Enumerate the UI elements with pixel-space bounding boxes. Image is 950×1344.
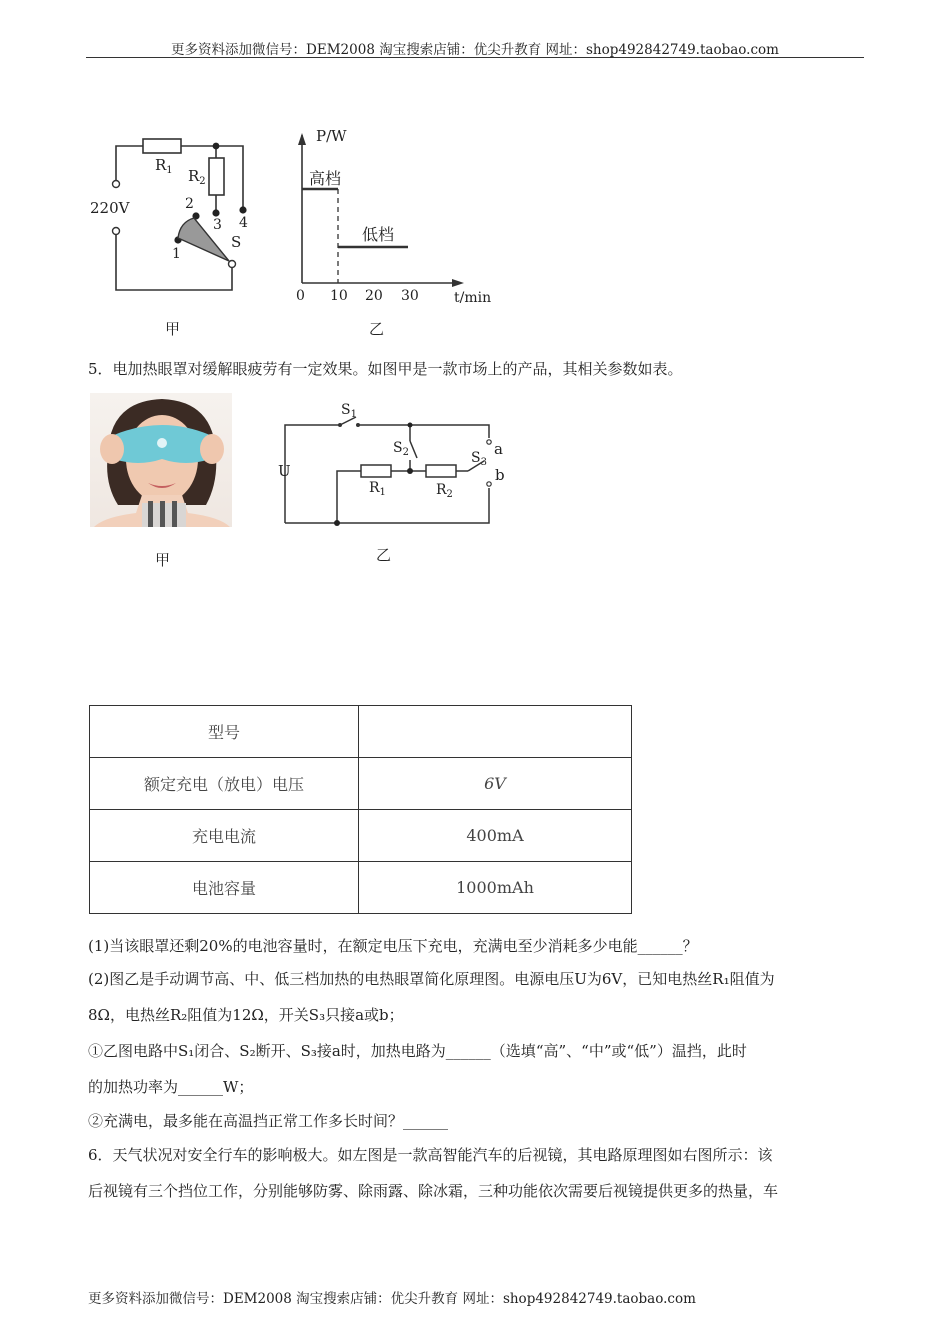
- page-footer: 更多资料添加微信号：DEM2008 淘宝搜索店铺：优尖升教育 网址：shop492842749.taobao.com: [88, 1291, 696, 1307]
- q6-line-2: 后视镜有三个挡位工作，分别能够防雾、除雨露、除冰霜，三种功能依次需要后视镜提供更多的热量，车: [88, 1182, 779, 1200]
- figure-caption-yi: 乙: [369, 320, 385, 338]
- table-row: [90, 810, 632, 862]
- q6-line-1: 6．天气状况对安全行车的影响极大。如左图是一款高智能汽车的后视镜，其电路原理图如右图所示：该: [88, 1146, 773, 1164]
- svg-text:R2: $R_2$: [188, 167, 206, 187]
- svg-text:R2: $R_2$: [436, 482, 453, 500]
- svg-text:a: a: [494, 440, 503, 458]
- table-row: [90, 706, 632, 758]
- svg-text:10: 10: [330, 288, 348, 304]
- svg-text:S1: $S_1$: [341, 402, 357, 420]
- svg-text:S: S: [231, 233, 242, 251]
- table-cell-label: 充电电流: [90, 810, 359, 862]
- svg-text:1: 1: [172, 246, 181, 262]
- table-cell-value: 6V: [359, 758, 632, 810]
- table-cell-label: 电池容量: [90, 862, 359, 914]
- svg-text:2: 2: [185, 196, 194, 212]
- svg-text:R1: $R_1$: [369, 480, 386, 498]
- q5-line-3: 8Ω，电热丝R₂阻值为12Ω，开关S₃只接a或b；: [88, 1006, 404, 1024]
- q5-line-2: (2)图乙是手动调节高、中、低三档加热的电热眼罩简化原理图。电源电压U为6V，已知电热丝R₁阻值为: [88, 970, 775, 988]
- svg-text:0: 0: [296, 288, 305, 304]
- table-row: [90, 862, 632, 914]
- table-cell-value: 1000mAh: [359, 862, 632, 914]
- svg-text:S2: $S_2$: [393, 440, 409, 458]
- page-header: 更多资料添加微信号：DEM2008 淘宝搜索店铺：优尖升教育 网址：shop492842749.taobao.com: [171, 42, 779, 58]
- q5-intro: 5．电加热眼罩对缓解眼疲劳有一定效果。如图甲是一款市场上的产品，其相关参数如表。: [88, 360, 683, 378]
- svg-text:P/W: P/W: [316, 127, 347, 145]
- figure-caption-jia: 甲: [165, 320, 181, 338]
- svg-text:S3: $S_3$: [471, 450, 487, 468]
- svg-text:低档: 低档: [362, 225, 395, 244]
- svg-text:R1: $R_1$: [155, 156, 173, 176]
- svg-text:4: 4: [239, 215, 248, 231]
- photo-caption-jia: 甲: [155, 551, 171, 569]
- table-row: [90, 758, 632, 810]
- q5-line-6: ②充满电，最多能在高温挡正常工作多长时间？______: [88, 1112, 449, 1130]
- svg-text:高档: 高档: [309, 169, 342, 188]
- svg-text:3: 3: [213, 217, 222, 233]
- table-cell-label: 型号: [90, 706, 359, 758]
- spec-table: [89, 705, 632, 914]
- q5-line-4: ①乙图电路中S₁闭合、S₂断开、S₃接a时，加热电路为______（选填“高”、“中”或“低”）温挡，此时: [88, 1042, 747, 1060]
- q5-line-5: 的加热功率为______W；: [88, 1078, 254, 1096]
- svg-text:220V: 220V: [90, 199, 130, 217]
- svg-text:b: b: [495, 466, 505, 484]
- table-cell-label: 额定充电（放电）电压: [90, 758, 359, 810]
- circuit-caption-yi: 乙: [376, 546, 392, 564]
- svg-text:t/min: t/min: [454, 290, 492, 306]
- svg-text:20: 20: [365, 288, 383, 304]
- svg-text:30: 30: [401, 288, 419, 304]
- svg-text:U: U: [278, 462, 291, 480]
- table-cell-value: [359, 706, 632, 758]
- table-cell-value: 400mA: [359, 810, 632, 862]
- q5-line-1: (1)当该眼罩还剩20%的电池容量时，在额定电压下充电，充满电至少消耗多少电能______？: [88, 937, 698, 955]
